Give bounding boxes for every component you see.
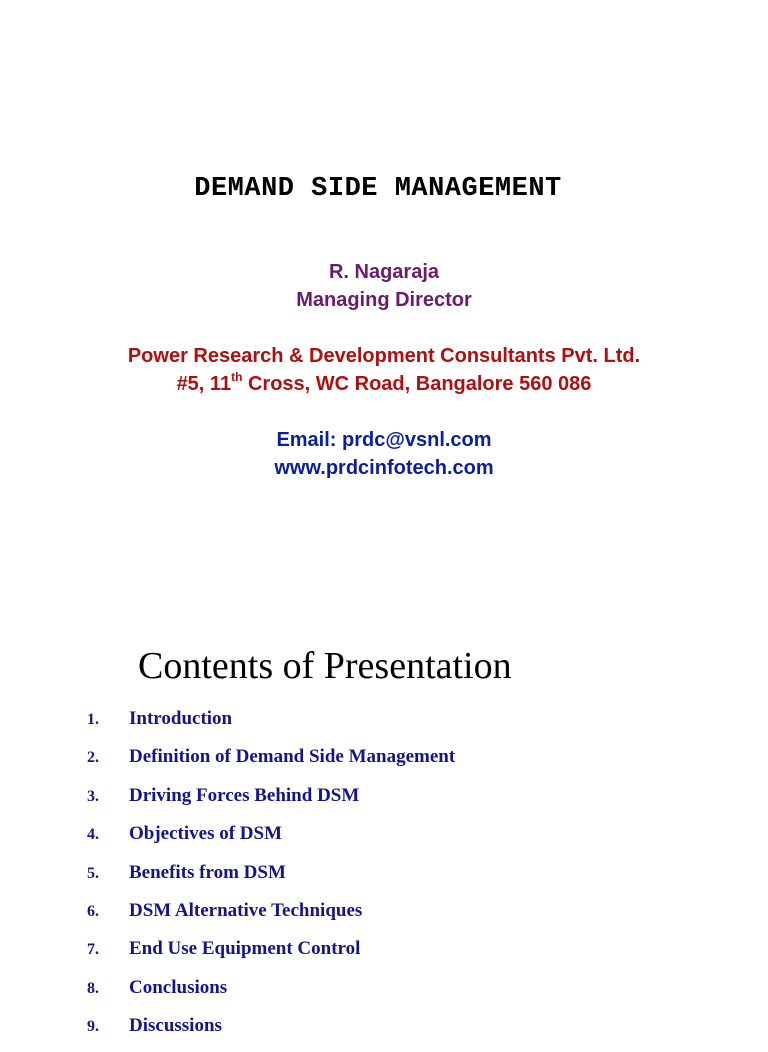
address-suffix: Cross, WC Road, Bangalore 560 086 — [242, 373, 592, 395]
list-item — [0, 744, 768, 782]
item-number: 9. — [87, 1018, 99, 1036]
item-number: 8. — [87, 979, 99, 997]
address-superscript: th — [231, 370, 243, 384]
list-item — [0, 783, 768, 821]
item-number: 5. — [87, 864, 99, 882]
list-item — [0, 1013, 768, 1051]
list-item — [0, 706, 768, 744]
list-item — [0, 898, 768, 936]
item-number: 2. — [87, 749, 99, 767]
organization-name: Power Research & Development Consultants Pvt. Ltd. — [127, 345, 641, 367]
list-item — [0, 936, 768, 974]
contents-heading: Contents of Presentation — [138, 645, 512, 687]
item-label: DSM Alternative Techniques — [129, 899, 363, 921]
list-item — [0, 821, 768, 859]
email-line: Email: prdc@vsnl.com — [276, 429, 492, 451]
organization-address — [0, 370, 768, 396]
author-role: Managing Director — [296, 289, 472, 311]
item-number: 3. — [87, 787, 99, 805]
item-number: 1. — [87, 711, 99, 728]
item-label: End Use Equipment Control — [129, 938, 361, 960]
item-number: 7. — [87, 941, 99, 959]
address-prefix: #5, 11 — [176, 373, 232, 395]
item-label: Benefits from DSM — [129, 861, 286, 883]
list-item — [0, 975, 768, 1013]
contents-list — [0, 706, 768, 1052]
item-label: Conclusions — [129, 976, 228, 998]
item-label: Objectives of DSM — [129, 823, 283, 845]
author-name: R. Nagaraja — [328, 261, 440, 283]
document-title: DEMAND SIDE MANAGEMENT — [194, 174, 562, 204]
website-line: www.prdcinfotech.com — [274, 457, 494, 479]
item-label: Definition of Demand Side Management — [129, 746, 456, 768]
item-label: Introduction — [129, 708, 233, 729]
item-label: Discussions — [129, 1015, 222, 1037]
item-number: 6. — [87, 902, 99, 920]
item-number: 4. — [87, 826, 99, 844]
item-label: Driving Forces Behind DSM — [129, 784, 360, 806]
list-item — [0, 860, 768, 898]
